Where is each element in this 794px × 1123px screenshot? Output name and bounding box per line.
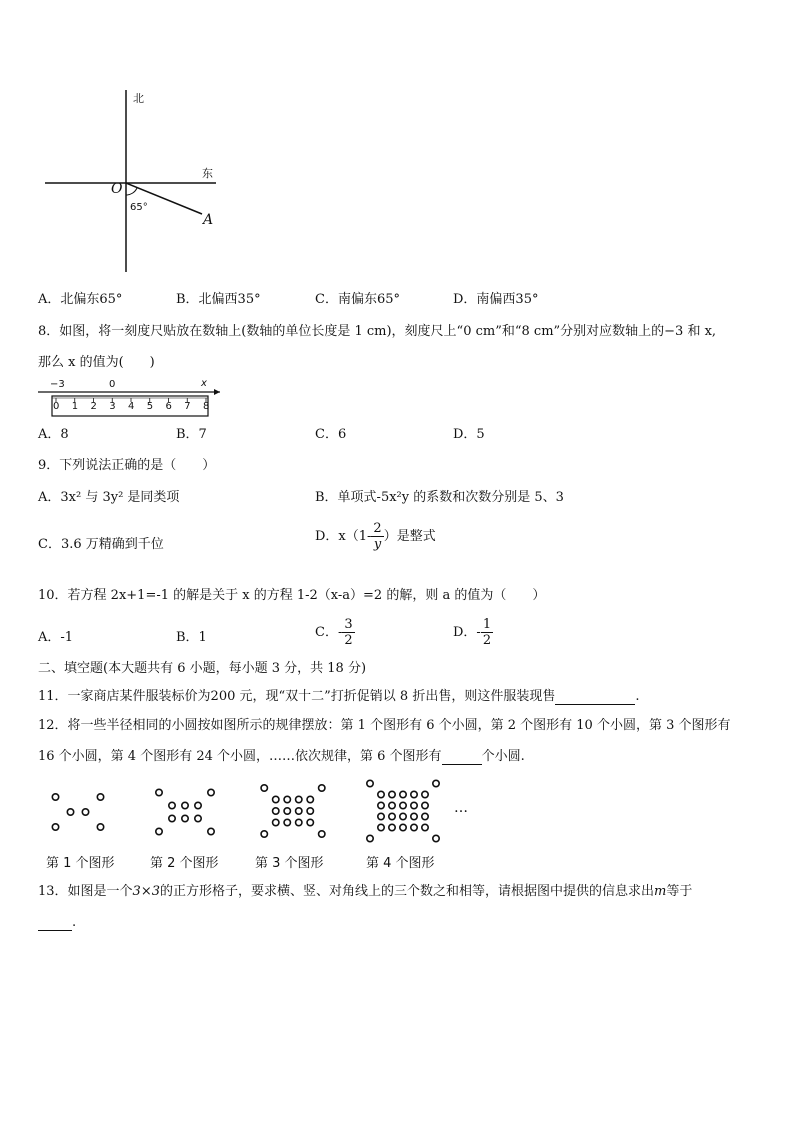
q13-var: m [654,884,667,899]
small-circle [284,796,290,802]
q8-option-c: C．6 [315,427,347,442]
small-circle [400,813,406,819]
fraction-numerator: 2 [373,521,382,536]
small-circle [273,819,279,825]
q13-post: 等于 [666,884,693,899]
small-circle [273,808,279,814]
q8-option-b: B．7 [176,427,207,442]
q10-stem: 10．若方程 2x+1=-1 的解是关于 x 的方程 1-2（x-a）=2 的解，则 a 的值为（ ） [38,588,546,603]
q10-option-c-prefix: C．- [315,625,343,640]
small-circle [52,824,58,830]
q13-pre: 13．如图是一个 [38,884,133,899]
ruler-tick-label: 8 [203,401,210,412]
figure-label-3: 第 3 个图形 [255,856,324,871]
q13-grid: 3×3 [132,884,160,899]
section-heading: 二、填空题(本大题共有 6 小题，每小题 3 分，共 18 分) [38,661,367,676]
q8-option-d: D．5 [453,427,485,442]
q12-stem-line1: 12．将一些半径相同的小圆按如图所示的规律摆放：第 1 个图形有 6 个小圆，第 2 个图形有 10 个小圆，第 3 个图形有 [38,718,731,733]
small-circle [208,789,214,795]
small-circle [284,819,290,825]
small-circle [411,802,417,808]
small-circle [195,802,201,808]
small-circle [367,780,373,786]
q7-option-a: A．北偏东65° [38,292,123,307]
q13-stem-line2 [38,915,76,931]
q7-option-b: B．北偏西35° [176,292,261,307]
small-circle [319,831,325,837]
small-circle [182,802,188,808]
small-circle [411,813,417,819]
fraction-numerator: 1 [482,617,492,632]
axis-label-neg3: −3 [50,379,65,390]
small-circle [52,794,58,800]
small-circle [367,835,373,841]
q9-option-d-suffix: ）是整式 [383,529,436,544]
ruler-tick-label: 6 [165,401,172,412]
figure-ellipsis: … [454,800,468,816]
small-circle [319,785,325,791]
point-a-label: A [203,212,214,228]
q8-option-a: A．8 [38,427,69,442]
figure-label-2: 第 2 个图形 [150,856,219,871]
q9-stem: 9．下列说法正确的是（ ） [38,458,216,473]
axis-label-x: x [201,378,207,389]
fraction-denominator: 2 [344,633,353,648]
q8-stem-line2: 那么 x 的值为( ) [38,355,155,370]
figure-label-4: 第 4 个图形 [366,856,435,871]
small-circle [195,815,201,821]
q11-end: . [635,689,640,704]
small-circle [97,824,103,830]
axis-label-0: 0 [109,379,116,390]
small-circle [67,809,73,815]
figure-label-1: 第 1 个图形 [46,856,115,871]
small-circle [261,785,267,791]
ruler-tick-label: 3 [109,401,116,412]
fraction-numerator: 3 [344,617,353,632]
small-circle [411,824,417,830]
small-circle [422,824,428,830]
small-circle [307,808,313,814]
q9-option-a: A．3x² 与 3y² 是同类项 [38,490,180,505]
small-circle [82,809,88,815]
small-circle [261,831,267,837]
q7-option-c: C．南偏东65° [315,292,400,307]
east-label: 东 [202,167,213,180]
small-circle [389,791,395,797]
small-circle [378,802,384,808]
ruler-tick-label: 7 [184,401,191,412]
ruler-tick-label: 2 [90,401,97,412]
fraction-denominator: y [373,537,382,552]
small-circle [433,780,439,786]
q10-option-b: B．1 [176,630,207,645]
small-circle [400,802,406,808]
small-circle [284,808,290,814]
q11-stem: 11．一家商店某件服装标价为200 元，现“双十二”打折促销以 8 折出售，则这件服装现售 [38,689,556,704]
small-circle [422,791,428,797]
q9-option-c: C．3.6 万精确到千位 [38,537,164,552]
small-circle [307,819,313,825]
q7-option-d: D．南偏西35° [453,292,539,307]
small-circle [433,835,439,841]
q13-mid: 的正方形格子，要求横、竖、对角线上的三个数之和相等，请根据图中提供的信息求出 [159,884,654,899]
small-circle [296,819,302,825]
q10-option-a: A．-1 [38,630,74,645]
small-circle [422,813,428,819]
small-circle [97,794,103,800]
angle-label: 65° [130,202,148,213]
small-circle [156,789,162,795]
small-circle [156,828,162,834]
answer-blank [38,916,72,931]
small-circle [182,815,188,821]
small-circle [378,824,384,830]
small-circle [389,802,395,808]
small-circle [389,824,395,830]
small-circle [208,828,214,834]
small-circle [296,796,302,802]
ruler-tick-label: 0 [53,401,60,412]
small-circle [378,813,384,819]
q13-end: . [72,915,77,930]
small-circle [389,813,395,819]
q12-stem-line2-post: 个小圆. [481,749,525,764]
q13-stem-line1 [38,884,692,900]
q9-option-d-prefix: D．x（1- [315,529,372,544]
small-circle [307,796,313,802]
fraction-denominator: 2 [482,633,492,648]
small-circle [422,802,428,808]
ruler-tick-label: 5 [146,401,154,412]
small-circle [296,808,302,814]
small-circle [411,791,417,797]
q12-stem-line2-pre: 16 个小圆，第 4 个图形有 24 个小圆，……依次规律，第 6 个图形有 [38,749,442,764]
origin-label: O [111,181,123,197]
small-circle [169,802,175,808]
small-circle [378,791,384,797]
small-circle [400,791,406,797]
small-circle [169,815,175,821]
small-circle [273,796,279,802]
q8-stem-line1: 8．如图，将一刻度尺贴放在数轴上(数轴的单位长度是 1 cm)，刻度尺上“0 cm”和“8 cm”分别对应数轴上的−3 和 x, [38,324,717,339]
small-circle [400,824,406,830]
ruler-tick-label: 1 [71,401,79,412]
ruler-tick-label: 4 [128,401,135,412]
q9-option-b: B．单项式-5x²y 的系数和次数分别是 5、3 [315,490,564,505]
north-label: 北 [133,92,144,105]
q10-option-d-prefix: D．- [453,625,481,640]
